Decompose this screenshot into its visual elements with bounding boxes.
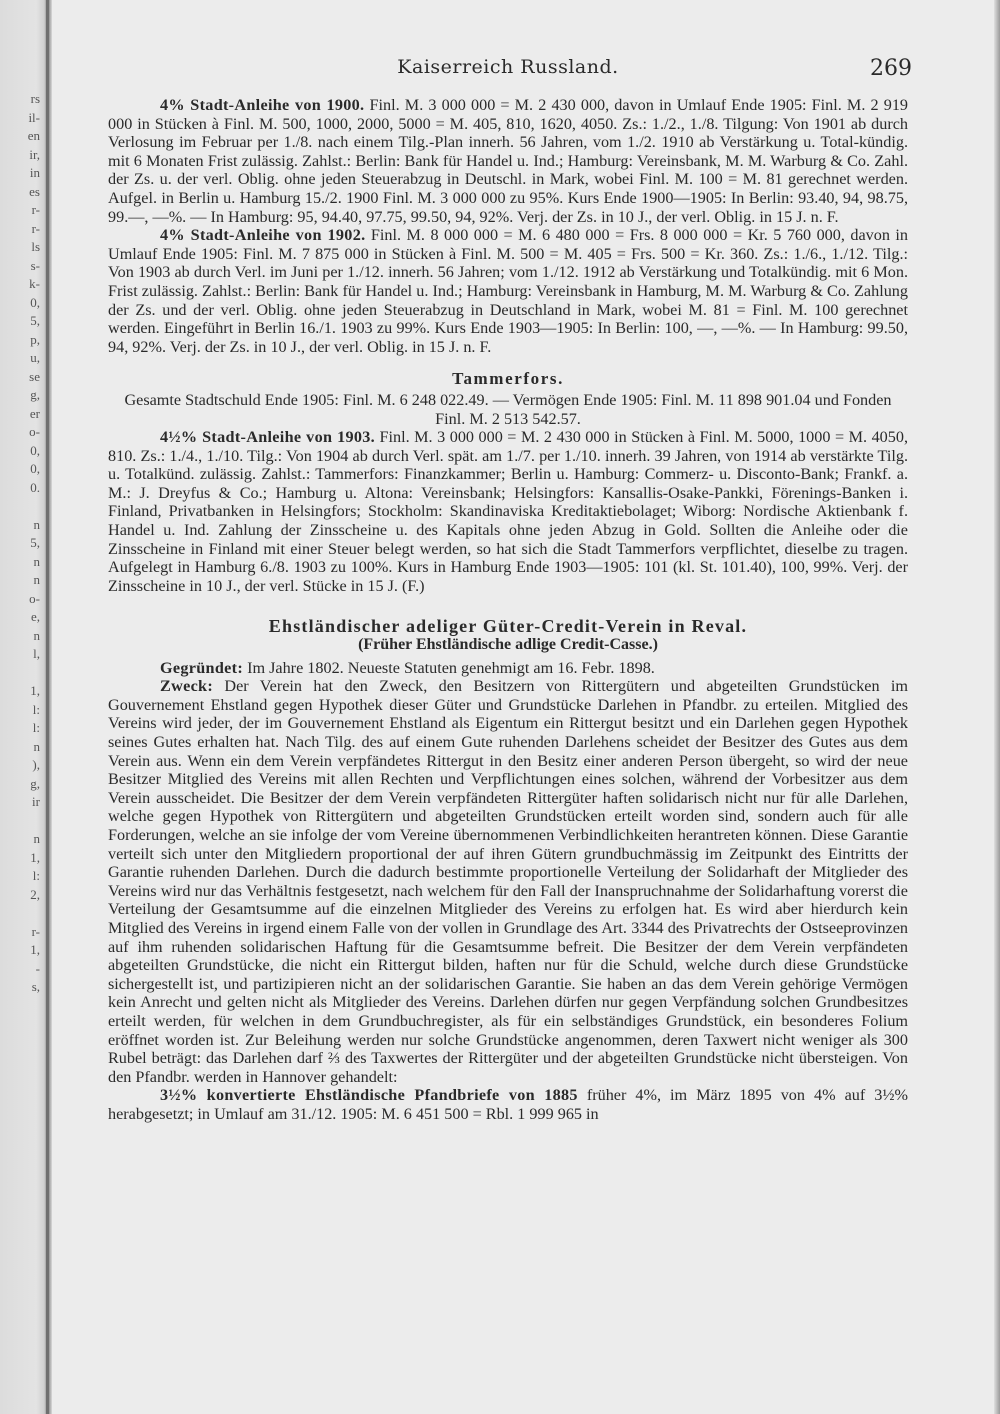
margin-fragment: e, (30, 609, 40, 624)
loan-1902-title: 4% Stadt-Anleihe von 1902. (160, 226, 366, 245)
founded-paragraph (108, 659, 908, 678)
page-body (108, 96, 908, 1123)
tammerfors-summary: Gesamte Stadtschuld Ende 1905: Finl. M. 6 248 022.49. — Vermögen Ende 1905: Finl. M. 11 898 901.04 und Fonden Finl. M. 2 513 542.57. (124, 390, 892, 428)
margin-fragment: ir (32, 794, 40, 809)
margin-fragment: g, (30, 775, 40, 791)
loan-1900-title: 4% Stadt-Anleihe von 1900. (160, 96, 365, 114)
margin-fragment: 5, (30, 313, 40, 328)
margin-fragment: ir, (29, 146, 40, 162)
loan-1903-text: Finl. M. 3 000 000 = M. 2 430 000 in Stücken à Finl. M. 5000, 1000 = M. 4050, 810. Zs.: 1./4., 1./10. Tilg.: Von 1904 ab durch Verl. spät. am 1./7. per 1./10. innerh. 39 Jahren, von 1914 ab verstärkte Tilg. u. Totalkünd. zulässig. Zahlst.: Tammerfors: Finanzkammer; Berlin u. Hamburg: Commerz- u. Disconto-Bank; Frankf. a. M.: J. Dreyfus & Co.; Hamburg u. Altona: Vereinsbank; Helsingfors: Kansallis-Osake-Pankki, Förenings-Banken i. Finland, Privatbanken in Helsingfors; Stockholm: Skandinaviska Kreditaktiebolaget; Wiborg: Nordische Aktienbank f. Handel u. Ind. Zahlung der Zinsscheine u. des Kapitals ohne jeden Abzug in Gold. Sollten die Anleihe oder die Zinsscheine in Finland mit einer Steuer belegt werden, so hat sich die Stadt Tammerfors verpflichtet, dieselbe zu tragen. Aufgelegt in Hamburg 6./8. 1903 zu 100%. Kurs in Hamburg Ende 1903—1905: 101 (kl. St. 101.40), 100, 99%. Verj. der Zinsscheine in 10 J., der verl. Stücke in 15 J. (F.) (108, 428, 908, 595)
margin-fragment: 0, (30, 461, 40, 476)
loan-1902-text: Finl. M. 8 000 000 = M. 6 480 000 = Frs. 8 000 000 = Kr. 5 760 000, davon in Umlauf Ende 1905: Finl. M. 7 875 000 in Stücken à Finl. M. 500 = M. 405 = Frs. 500 = Kr. 360. Zs.: 1./6., 1./12. Tilg.: Von 1903 ab durch Verl. im Juni per 1./12. innerh. 56 Jahren; vom 1./12. 1912 ab Verstärkung und Totalkündig. mit 6 Mon. Frist zulässig. Zahlst.: Berlin: Bank für Handel u. Ind.; Hamburg: Vereinsbank in Hamburg, M. M. Warburg & Co. Zahlung der Zs. und der verl. Oblig. ohne jeden Steuerabzug in Deutschland in Mark, wobei M. 81 = Finl. M. 100 gerechnet werden. Eingeführt in Berlin 16./1. 1903 zu 99%. Kurs Ende 1903—1905: In Berlin: 100, —, —%. — In Hamburg: 99.50, 94, 92%. Verj. der Zs. in 10 J., der verl. Oblig. in 15 J. n. F. (108, 226, 909, 356)
loan-1902-paragraph (108, 226, 908, 356)
margin-fragment: s, (31, 979, 40, 994)
margin-fragment: 2, (30, 886, 40, 902)
margin-fragment: 1, (30, 849, 40, 865)
loan-1900-paragraph (108, 96, 908, 226)
previous-page-margin-fragments (0, 90, 40, 997)
margin-fragment: er (29, 405, 40, 421)
margin-fragment: p, (30, 331, 40, 347)
loan-1900-text: Finl. M. 3 000 000 = M. 2 430 000, davon in Umlauf Ende 1905: Finl. M. 2 919 000 in Stücken à Finl. M. 500, 1000, 2000, 5000 = M. 405, 810, 1620, 4050. Zs.: 1./2., 1./8. Tilgung: Von 1901 ab durch Verlosung im Februar per 1./8. nach einem Tilg.-Plan innerh. 56 Jahren, vom 1./2. 1910 ab Verstärkung u. Total-kündig. mit 6 Monaten Frist zulässig. Zahlst.: Berlin: Bank für Handel u. Ind.; Hamburg: Vereinsbank, M. M. Warburg & Co. Zahl. der Zs. u. der verl. Oblig. ohne jeden Steuerabzug in Deutschl. in Mark, wobei Finl. M. 100 = M. 81 gerechnet werden. Aufgel. in Berlin u. Hamburg 15./2. 1900 Finl. M. 3 000 000 zu 95%. Kurs Ende 1900—1905: In Berlin: 93.40, 94, 98.75, 99.—, —%. — In Hamburg: 95, 94.40, 97.75, 99.50, 94, 92%. Verj. der Zs. in 10 J., der verl. Oblig. in 15 J. n. F. (108, 96, 909, 226)
margin-fragment: rs (30, 91, 40, 106)
margin-fragment: 0, (30, 294, 40, 310)
margin-fragment: k- (29, 276, 40, 291)
purpose-label: Zweck: (160, 677, 214, 696)
founded-text: Im Jahre 1802. Neueste Statuten genehmigt am 16. Febr. 1898. (247, 658, 655, 677)
margin-fragment (0, 812, 40, 831)
margin-fragment: n (33, 831, 40, 846)
margin-fragment: 5, (30, 535, 40, 550)
pfandbriefe-text: früher 4%, im März 1895 von 4% auf 3½% herabgesetzt; in Umlauf am 31./12. 1905: M. 6 451 500 = Rbl. 1 999 965 in (108, 1086, 908, 1123)
margin-fragment: il- (28, 109, 40, 125)
margin-fragment: n (33, 627, 40, 643)
margin-fragment: es (29, 183, 40, 199)
margin-fragment: se (29, 368, 40, 384)
margin-fragment: l: (32, 720, 40, 735)
margin-fragment: in (29, 165, 40, 180)
purpose-paragraph (108, 677, 908, 1086)
margin-fragment: l, (33, 646, 40, 661)
running-header (108, 56, 912, 82)
margin-fragment: o- (29, 590, 40, 606)
margin-fragment: ls (31, 239, 40, 254)
verein-subheading: (Früher Ehstländische adlige Credit-Casse.) (358, 636, 658, 654)
margin-fragment: n (33, 553, 40, 569)
pfandbriefe-title: 3½% konvertierte Ehstländische Pfandbriefe von 1885 (160, 1086, 578, 1105)
verein-heading: Ehstländischer adeliger Güter-Credit-Verein in Reval. (268, 616, 748, 637)
margin-fragment: ), (32, 757, 40, 772)
margin-fragment: l: (32, 701, 40, 717)
margin-fragment: n (33, 572, 40, 587)
margin-fragment: l: (32, 868, 40, 883)
margin-fragment: r- (31, 220, 40, 236)
margin-fragment: n (33, 738, 40, 754)
margin-fragment: r- (31, 202, 40, 217)
margin-fragment: g, (30, 387, 40, 402)
founded-label: Gegründet: (160, 658, 244, 677)
gutter-shadow-line (46, 0, 49, 1414)
page-number: 269 (870, 56, 912, 81)
margin-fragment: en (27, 128, 40, 143)
loan-1903-paragraph (108, 428, 908, 595)
margin-fragment: 0. (30, 479, 40, 495)
margin-fragment: 0, (30, 442, 40, 458)
margin-fragment: r- (31, 923, 40, 939)
purpose-text: Der Verein hat den Zweck, den Besitzern von Rittergütern und abgeteilten Grundstücken im Gouvernement Ehstland gegen Hypothek dieser Güter und Grundstücke Darlehen in Pfandbr. zu erteilen. Mitglied des Vereins wird jeder, der im Gouvernement Ehstland als Eigentum ein Rittergut besitzt und ein Darlehen gegen Hypothek seines Gutes erhalten hat. Nach Tilg. des auf einem Gute ruhenden Darlehens scheidet der Besitzer des Gutes aus dem Verein aus. Wenn ein dem Verein verpfändetes Rittergut in den Besitz einer anderen Person übergeht, so wird der neue Besitzer Mitglied des Vereins mit allen Rechten und Verpflichtungen eines solchen, während der Vorbesitzer aus dem Verein ausscheidet. Die Besitzer der dem Verein verpfändeten Rittergüter haften solidarisch nicht nur für alle Darlehen, welche gegen Hypothek von Rittergütern und abgeteilten Grundstücken erteilt worden sind, sondern auch für alle Forderungen, welche an sie infolge der vom Vereine übernommenen Verbindlichkeiten herantreten können. Diese Garantie verteilt sich unter den Mitgliedern proportional der auf ihren Gütern grundbuchmässig im Zeitpunkt des Eintritts der Garantie ruhenden Darlehen. Durch die dadurch bestimmte proportionelle Verteilung der Solidarhaft der Mitglieder des Vereins wird nur das Verhältnis festgesetzt, nach welchem für den Fall der Inanspruchnahme der Solidarhaftung vorerst die Verteilung der Gesamtsumme auf die einzelnen Mitglieder des Vereins zu erfolgen hat. Es wird aber hierdurch kein Mitglied des Vereins in irgend einem Falle von der vollen in Grundlage des Art. 3344 des Privatrechts der Ostseeprovinzen auf ihm ruhenden solidarischen Haftung für die Gesamtsumme befreit. Die Besitzer der dem Verein verpfändeten abgeteilten Grundstücke, die nicht ein Rittergut bilden, haften nur für die Schuld, welche durch diese Grundstücke sichergestellt ist, und partizipieren nicht an der solidarischen Garantie. Sie haben an das dem Verein gehörige Vermögen kein Anrecht und gelten nicht als Mitglieder des Vereins. Darlehen dürfen nur gegen Verpfändung solchen Grundbesitzes erteilt werden, für welchen in dem Grundbuchregister, als für ein selbständiges Grundstück, ein besonderes Folium eröffnet worden ist. Zur Beleihung werden nur solche Grundstücke angenommen, deren Taxwert nicht weniger als 300 Rubel beträgt: das Darlehen darf ⅔ des Taxwertes der Rittergüter und der abgeteilten Grundstücke nicht übersteigen. Von den Pfandbr. werden in Hannover gehandelt: (108, 677, 909, 1086)
margin-fragment: o- (29, 424, 40, 439)
margin-fragment: 1, (30, 942, 40, 957)
margin-fragment (0, 664, 40, 683)
page-edge-shadow (994, 0, 1000, 1414)
margin-fragment: 1, (30, 683, 40, 698)
pfandbriefe-paragraph (108, 1086, 908, 1123)
margin-fragment: u, (30, 350, 40, 365)
margin-fragment (0, 497, 40, 516)
margin-fragment: s- (30, 257, 40, 273)
loan-1903-title: 4½% Stadt-Anleihe von 1903. (160, 428, 375, 447)
running-head-title: Kaiserreich Russland. (397, 56, 619, 78)
tammerfors-heading: Tammerfors. (452, 369, 564, 389)
margin-fragment: n (33, 516, 40, 532)
margin-fragment: - (35, 960, 40, 976)
margin-fragment (0, 904, 40, 923)
